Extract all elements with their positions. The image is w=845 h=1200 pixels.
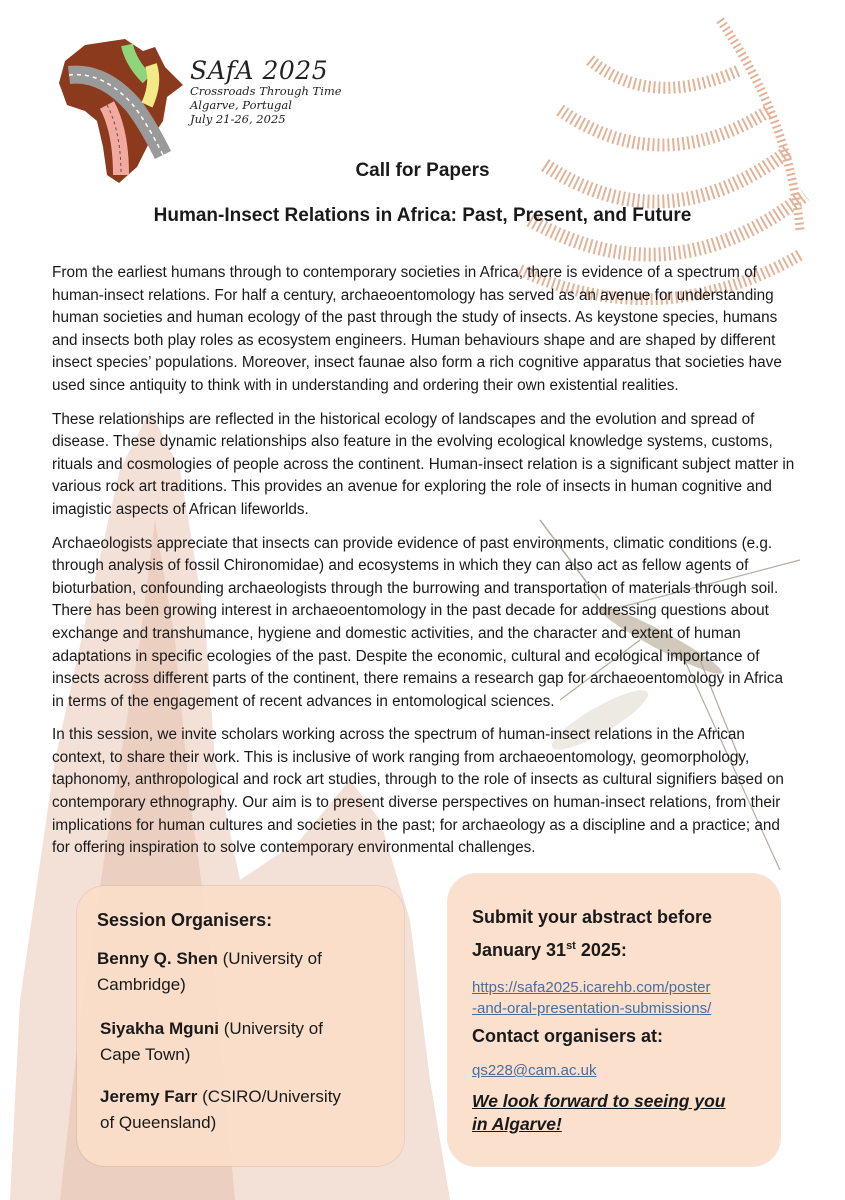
- organiser-1-affiliation-2: Cambridge): [97, 975, 186, 994]
- closing-line-2: in Algarve!: [472, 1114, 562, 1134]
- logo-location: Algarve, Portugal: [190, 98, 292, 112]
- contact-heading: Contact organisers at:: [472, 1026, 664, 1046]
- organisers-heading: Session Organisers:: [97, 910, 273, 930]
- logo-text: [190, 58, 342, 126]
- organiser-2: [100, 1016, 400, 1068]
- organiser-3-affiliation-2: of Queensland): [100, 1113, 217, 1132]
- submission-link[interactable]: [472, 977, 711, 1019]
- organiser-1-name: Benny Q. Shen: [97, 949, 218, 968]
- paragraph-archaeologists: Archaeologists appreciate that insects can provide evidence of past environments, climatic conditions (e.g. through analysis of fossil Chironomidae) and ecosystems in which they can also act as fellow agents of bioturbation, confounding archaeologists through the burrowing and transportation of materials through soil. There has been growing interest in archaeoentomology in the past decade for addressing questions about exchange and transhumance, hygiene and domestic activities, and the character and extent of human adaptations in specific ecologies of the past. Despite the economic, cultural and ecological importance of insects across different parts of the continent, there remains a research gap for archaeoentomology in Africa in terms of the engagement of recent advances in entomological sciences.: [52, 534, 783, 710]
- logo-title: SAfA 2025: [190, 56, 329, 85]
- organiser-3: [100, 1084, 400, 1136]
- deadline-ordinal: st: [566, 940, 576, 952]
- organiser-1: [97, 946, 397, 998]
- contact-email-link[interactable]: qs228@cam.ac.uk: [472, 1062, 597, 1079]
- organiser-1-affiliation-1: (University of: [217, 949, 322, 968]
- call-for-papers-heading: Call for Papers: [355, 160, 490, 181]
- organiser-2-affiliation-2: Cape Town): [100, 1045, 191, 1064]
- organiser-2-affiliation-1: (University of: [219, 1019, 323, 1038]
- logo-dates: July 21-26, 2025: [190, 112, 286, 126]
- paragraph-relationships: These relationships are reflected in the historical ecology of landscapes and the evolution and spread of disease. These dynamic relationships also feature in the evolving ecological knowledge systems, customs, rituals and cosmologies of people across the continent. Human-insect relation is a significant subject matter in various rock art traditions. This provides an avenue for exploring the role of insects in human cognitive and imagistic aspects of African lifeworlds.: [52, 410, 795, 518]
- deadline-prefix: January 31: [472, 940, 567, 960]
- paragraph-invitation: In this session, we invite scholars working across the spectrum of human-insect relations in the African context, to share their work. This is inclusive of work ranging from archaeoentomology, geomorphology, taphonomy, anthropological and rock art studies, through to the role of insects as cultural signifiers based on contemporary ethnography. Our aim is to present diverse perspectives on human-insect relations, from their implications for human cultures and societies in the past; for archaeology as a discipline and a practice; and for offering inspiration to solve contemporary environmental challenges.: [52, 726, 784, 857]
- submission-link-line-2: -and-oral-presentation-submissions/: [472, 1000, 712, 1017]
- organiser-3-name: Jeremy Farr: [100, 1087, 198, 1106]
- deadline-suffix: 2025:: [575, 940, 627, 960]
- organisers-card: [77, 886, 404, 1166]
- closing-line-1: We look forward to seeing you: [472, 1091, 726, 1111]
- session-title: Human-Insect Relations in Africa: Past, Present, and Future: [153, 205, 692, 226]
- organiser-3-affiliation-1: (CSIRO/University: [197, 1087, 341, 1106]
- submit-heading: Submit your abstract before: [472, 907, 713, 927]
- submit-deadline: [472, 940, 627, 961]
- body-text: [52, 262, 797, 871]
- submission-link-line-1: https://safa2025.icarehb.com/poster: [472, 979, 711, 996]
- paragraph-intro: From the earliest humans through to contemporary societies in Africa, there is evidence of a spectrum of human-insect relations. For half a century, archaeoentomology has served as an avenue for understanding human societies and human ecology of the past through the study of insects. As keystone species, humans and insects both play roles as ecosystem engineers. Human behaviours shape and are shaped by different insect species’ populations. Moreover, insect faunae also form a rich cognitive apparatus that societies have used since antiquity to think with in understanding and ordering their own existential realities.: [52, 264, 782, 394]
- logo-subtitle: Crossroads Through Time: [190, 84, 342, 98]
- closing-message: [472, 1090, 772, 1136]
- submit-card: [448, 874, 780, 1166]
- organiser-2-name: Siyakha Mguni: [100, 1019, 220, 1038]
